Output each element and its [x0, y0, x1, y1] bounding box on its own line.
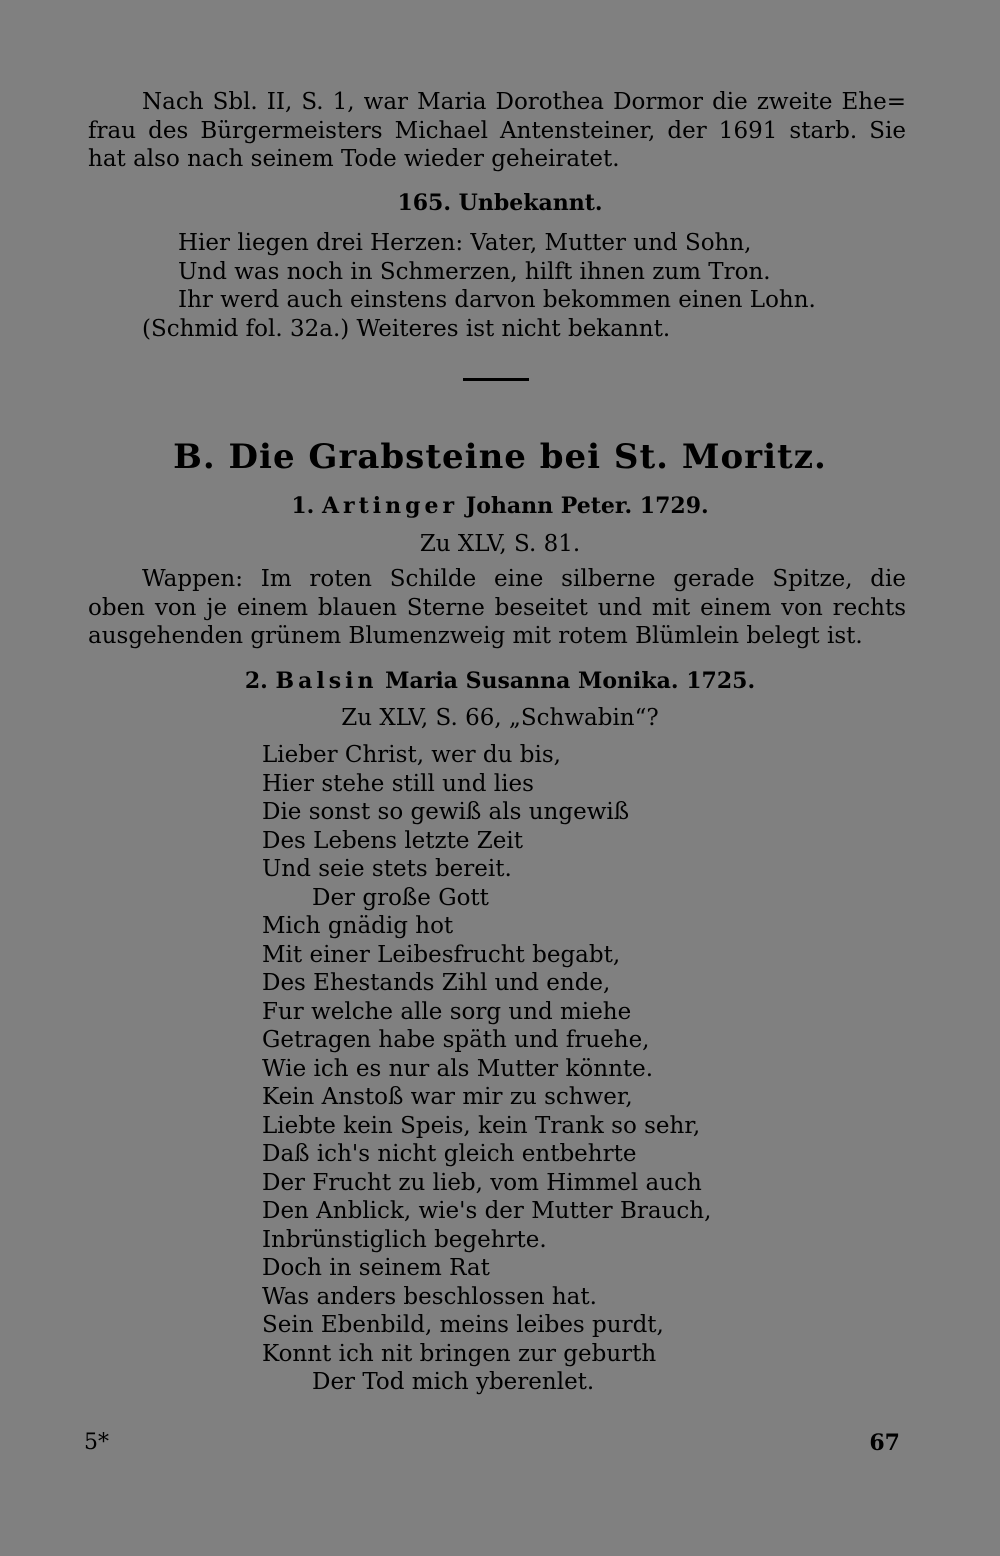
- entry-2-verse: [262, 741, 711, 1397]
- verse-line: Des Ehestands Zihl und ende,: [262, 970, 611, 996]
- verse-line: Und was noch in Schmerzen, hilft ihnen zum Tron.: [178, 258, 771, 285]
- page-number: 67: [869, 1430, 900, 1456]
- entry-2-reference: Zu XLV, S. 66, „Schwabin“?: [341, 705, 659, 731]
- verse-line: Des Lebens letzte Zeit: [262, 827, 523, 854]
- verse-line: Konnt ich nit bringen zur geburth: [262, 1340, 657, 1367]
- entry-1-wappen: [88, 565, 906, 651]
- verse-line: Mich gnädig hot: [262, 913, 454, 939]
- verse-line: Getragen habe späth und fruehe,: [262, 1027, 650, 1053]
- entry-2-number: 2.: [244, 668, 268, 694]
- verse-line: Kein Anstoß war mir zu schwer,: [262, 1084, 633, 1110]
- signature-mark: 5*: [84, 1430, 109, 1455]
- verse-line: Der Frucht zu lieb, vom Himmel auch: [262, 1169, 702, 1196]
- wappen-line: Wappen: Im roten Schilde eine silberne gerade Spitze, die: [142, 566, 906, 592]
- wappen-line: ausgehenden grünem Blumenzweig mit rotem Blümlein belegt ist.: [88, 623, 863, 649]
- entry-1-heading: [0, 493, 1000, 519]
- verse-line: Mit einer Leibesfrucht begabt,: [262, 941, 621, 968]
- verse-line: Sein Ebenbild, meins leibes purdt,: [262, 1312, 664, 1338]
- verse-line: Hier liegen drei Herzen: Vater, Mutter und Sohn,: [178, 230, 752, 256]
- intro-line: hat also nach seinem Tode wieder geheiratet.: [88, 146, 620, 172]
- verse-line: Liebte kein Speis, kein Trank so sehr,: [262, 1112, 701, 1139]
- verse-line: Ihr werd auch einstens darvon bekommen einen Lohn.: [178, 287, 816, 313]
- verse-line: Was anders beschlossen hat.: [262, 1283, 597, 1310]
- verse-line: Der Tod mich yberenlet.: [312, 1369, 595, 1395]
- entry-2-surname: Balsin: [275, 668, 378, 694]
- verse-line: Den Anblick, wie's der Mutter Brauch,: [262, 1198, 712, 1224]
- entry-165-verse: [178, 229, 816, 315]
- intro-paragraph: [88, 88, 906, 174]
- section-divider: [463, 378, 529, 381]
- entry-2-heading: [0, 668, 1000, 694]
- verse-line: Doch in seinem Rat: [262, 1255, 490, 1281]
- entry-1-heading-rest: Johann Peter. 1729.: [458, 493, 709, 519]
- entry-165-note: (Schmid fol. 32a.) Weiteres ist nicht bekannt.: [142, 316, 671, 342]
- entry-1-number: 1.: [291, 493, 315, 519]
- section-title: B. Die Grabsteine bei St. Moritz.: [173, 437, 827, 477]
- verse-line: Die sonst so gewiß als ungewiß: [262, 799, 630, 825]
- verse-line: Daß ich's nicht gleich entbehrte: [262, 1141, 637, 1167]
- verse-line: Inbrünstiglich begehrte.: [262, 1226, 547, 1253]
- verse-line: Wie ich es nur als Mutter könnte.: [262, 1055, 654, 1082]
- verse-line: Hier stehe still und lies: [262, 770, 534, 797]
- entry-2-heading-rest: Maria Susanna Monika. 1725.: [377, 668, 756, 694]
- verse-line: Und seie stets bereit.: [262, 856, 512, 882]
- intro-line: Nach Sbl. II, S. 1, war Maria Dorothea Dormor die zweite Ehe=: [142, 89, 906, 115]
- verse-line: Der große Gott: [312, 884, 489, 911]
- intro-line: frau des Bürgermeisters Michael Antensteiner, der 1691 starb. Sie: [88, 117, 906, 144]
- entry-165-heading: 165. Unbekannt.: [397, 190, 603, 216]
- entry-1-reference: Zu XLV, S. 81.: [419, 531, 581, 557]
- verse-line: Fur welche alle sorg und miehe: [262, 998, 632, 1025]
- verse-line: Lieber Christ, wer du bis,: [262, 742, 561, 768]
- wappen-line: oben von je einem blauen Sterne beseitet und mit einem von rechts: [88, 594, 906, 621]
- entry-1-surname: Artinger: [321, 493, 459, 519]
